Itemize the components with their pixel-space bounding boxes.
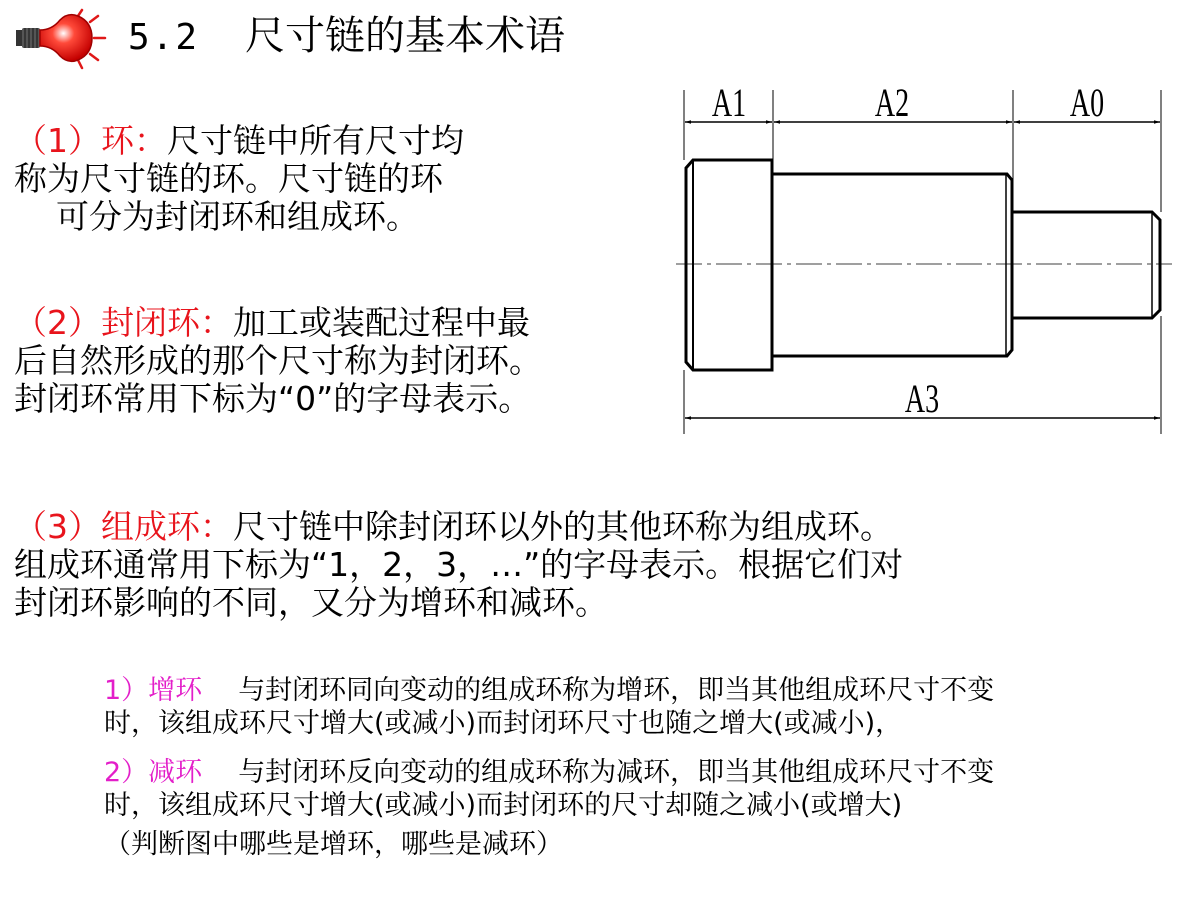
dim-label-a2: A2 bbox=[874, 81, 910, 126]
section-title: 尺寸链的基本术语 bbox=[245, 13, 566, 59]
closed-ring-line-1: 加工或装配过程中最 bbox=[233, 303, 530, 342]
closed-ring-line-2: 后自然形成的那个尺寸称为封闭环。 bbox=[14, 341, 542, 380]
ring-line-1: 尺寸链中所有尺寸均 bbox=[167, 121, 464, 160]
ring-line-2: 称为尺寸链的环。尺寸链的环 bbox=[14, 159, 443, 198]
increasing-ring-definition bbox=[104, 674, 994, 740]
question-note: （判断图中哪些是增环，哪些是减环） bbox=[104, 829, 563, 860]
dim-label-a3: A3 bbox=[904, 377, 940, 422]
decreasing-ring-line-2: 时，该组成环尺寸增大(或减小)而封闭环的尺寸却随之减小(或增大) bbox=[104, 790, 903, 821]
increasing-ring-label: 1）增环 bbox=[104, 675, 203, 706]
decreasing-ring-label: 2）减环 bbox=[104, 757, 203, 788]
ring-line-3: 可分为封闭环和组成环。 bbox=[56, 197, 419, 236]
increasing-ring-line-2: 时，该组成环尺寸增大(或减小)而封闭环尺寸也随之增大(或减小)， bbox=[104, 708, 903, 739]
dim-label-a1: A1 bbox=[711, 81, 747, 126]
ring-definition bbox=[14, 122, 464, 236]
light-bulb-icon bbox=[12, 8, 108, 72]
page-title bbox=[128, 8, 565, 66]
section-number: 5.2 bbox=[128, 17, 200, 58]
dim-label-a0: A0 bbox=[1069, 81, 1105, 126]
dimension-chain-drawing bbox=[670, 76, 1180, 446]
component-ring-line-1: 尺寸链中除封闭环以外的其他环称为组成环。 bbox=[233, 507, 893, 546]
closed-ring-definition bbox=[14, 304, 542, 418]
component-ring-definition bbox=[14, 508, 903, 622]
closed-ring-line-3: 封闭环常用下标为“0”的字母表示。 bbox=[14, 379, 532, 418]
component-ring-line-3: 封闭环影响的不同，又分为增环和减环。 bbox=[14, 583, 608, 622]
component-ring-line-2: 组成环通常用下标为“1，2，3，…”的字母表示。根据它们对 bbox=[14, 545, 904, 584]
component-ring-label: （3）组成环： bbox=[14, 507, 233, 546]
ring-label: （1）环： bbox=[14, 121, 167, 160]
closed-ring-label: （2）封闭环： bbox=[14, 303, 233, 342]
increasing-ring-line-1: 与封闭环同向变动的组成环称为增环，即当其他组成环尺寸不变 bbox=[238, 675, 995, 706]
decreasing-ring-definition bbox=[104, 756, 994, 822]
decreasing-ring-line-1: 与封闭环反向变动的组成环称为减环，即当其他组成环尺寸不变 bbox=[238, 757, 995, 788]
